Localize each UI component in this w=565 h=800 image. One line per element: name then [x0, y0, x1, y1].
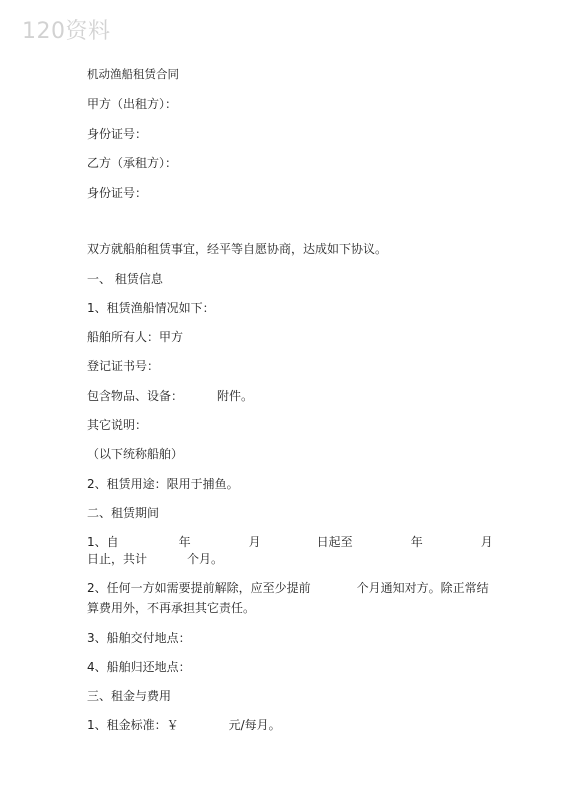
rent-standard-line: [87, 717, 281, 733]
intro-paragraph: 双方就船舶租赁事宜，经平等自愿协商，达成如下协议。: [87, 242, 388, 256]
section-1-item-1: 1、租赁渔船情况如下：: [87, 301, 215, 315]
watermark-logo: 120资料: [22, 19, 111, 44]
ship-owner-line: 船舶所有人：甲方: [87, 330, 184, 344]
section-2-heading: 二、租赁期间: [87, 506, 160, 520]
end-year-label: 年: [410, 535, 423, 549]
start-day-label: 日起至: [316, 535, 353, 549]
attachments-label: 附件。: [217, 389, 254, 403]
lease-period-end-line: [87, 551, 223, 567]
party-a-label: 甲方（出租方）：: [87, 97, 178, 111]
section-1-item-2: 2、租赁用途：限用于捕鱼。: [87, 477, 239, 491]
included-equipment-label: 包含物品、设备：: [87, 389, 184, 403]
alias-note: （以下统称船舶）: [87, 447, 184, 461]
early-termination-continued: 算费用外，不再承担其它责任。: [87, 601, 256, 615]
document-title: 机动渔船租赁合同: [87, 67, 179, 81]
section-3-heading: 三、租金与费用: [87, 689, 172, 703]
end-month-label: 月: [480, 535, 493, 549]
lease-period-start-line: [87, 534, 493, 550]
party-a-id-label: 身份证号：: [87, 127, 148, 141]
lease-from-label: 1、自: [87, 535, 119, 549]
notice-months-label: 个月通知对方。除正常结: [356, 581, 489, 595]
rent-unit-label: 元/每月。: [228, 718, 281, 732]
party-b-label: 乙方（承租方）：: [87, 156, 178, 170]
months-label: 个月。: [187, 552, 224, 566]
early-termination-line: [87, 580, 489, 596]
other-notes-line: 其它说明：: [87, 418, 148, 432]
registration-number-line: 登记证书号：: [87, 359, 160, 373]
return-location-line: 4、船舶归还地点：: [87, 660, 191, 674]
party-b-id-label: 身份证号：: [87, 186, 148, 200]
section-1-heading: 一、 租赁信息: [87, 272, 163, 286]
start-year-label: 年: [178, 535, 191, 549]
end-day-total-label: 日止，共计: [87, 552, 148, 566]
included-equipment-line: [87, 388, 253, 404]
delivery-location-line: 3、船舶交付地点：: [87, 631, 191, 645]
rent-standard-label: 1、租金标准：￥: [87, 718, 179, 732]
early-termination-label: 2、任何一方如需要提前解除，应至少提前: [87, 581, 311, 595]
start-month-label: 月: [248, 535, 261, 549]
